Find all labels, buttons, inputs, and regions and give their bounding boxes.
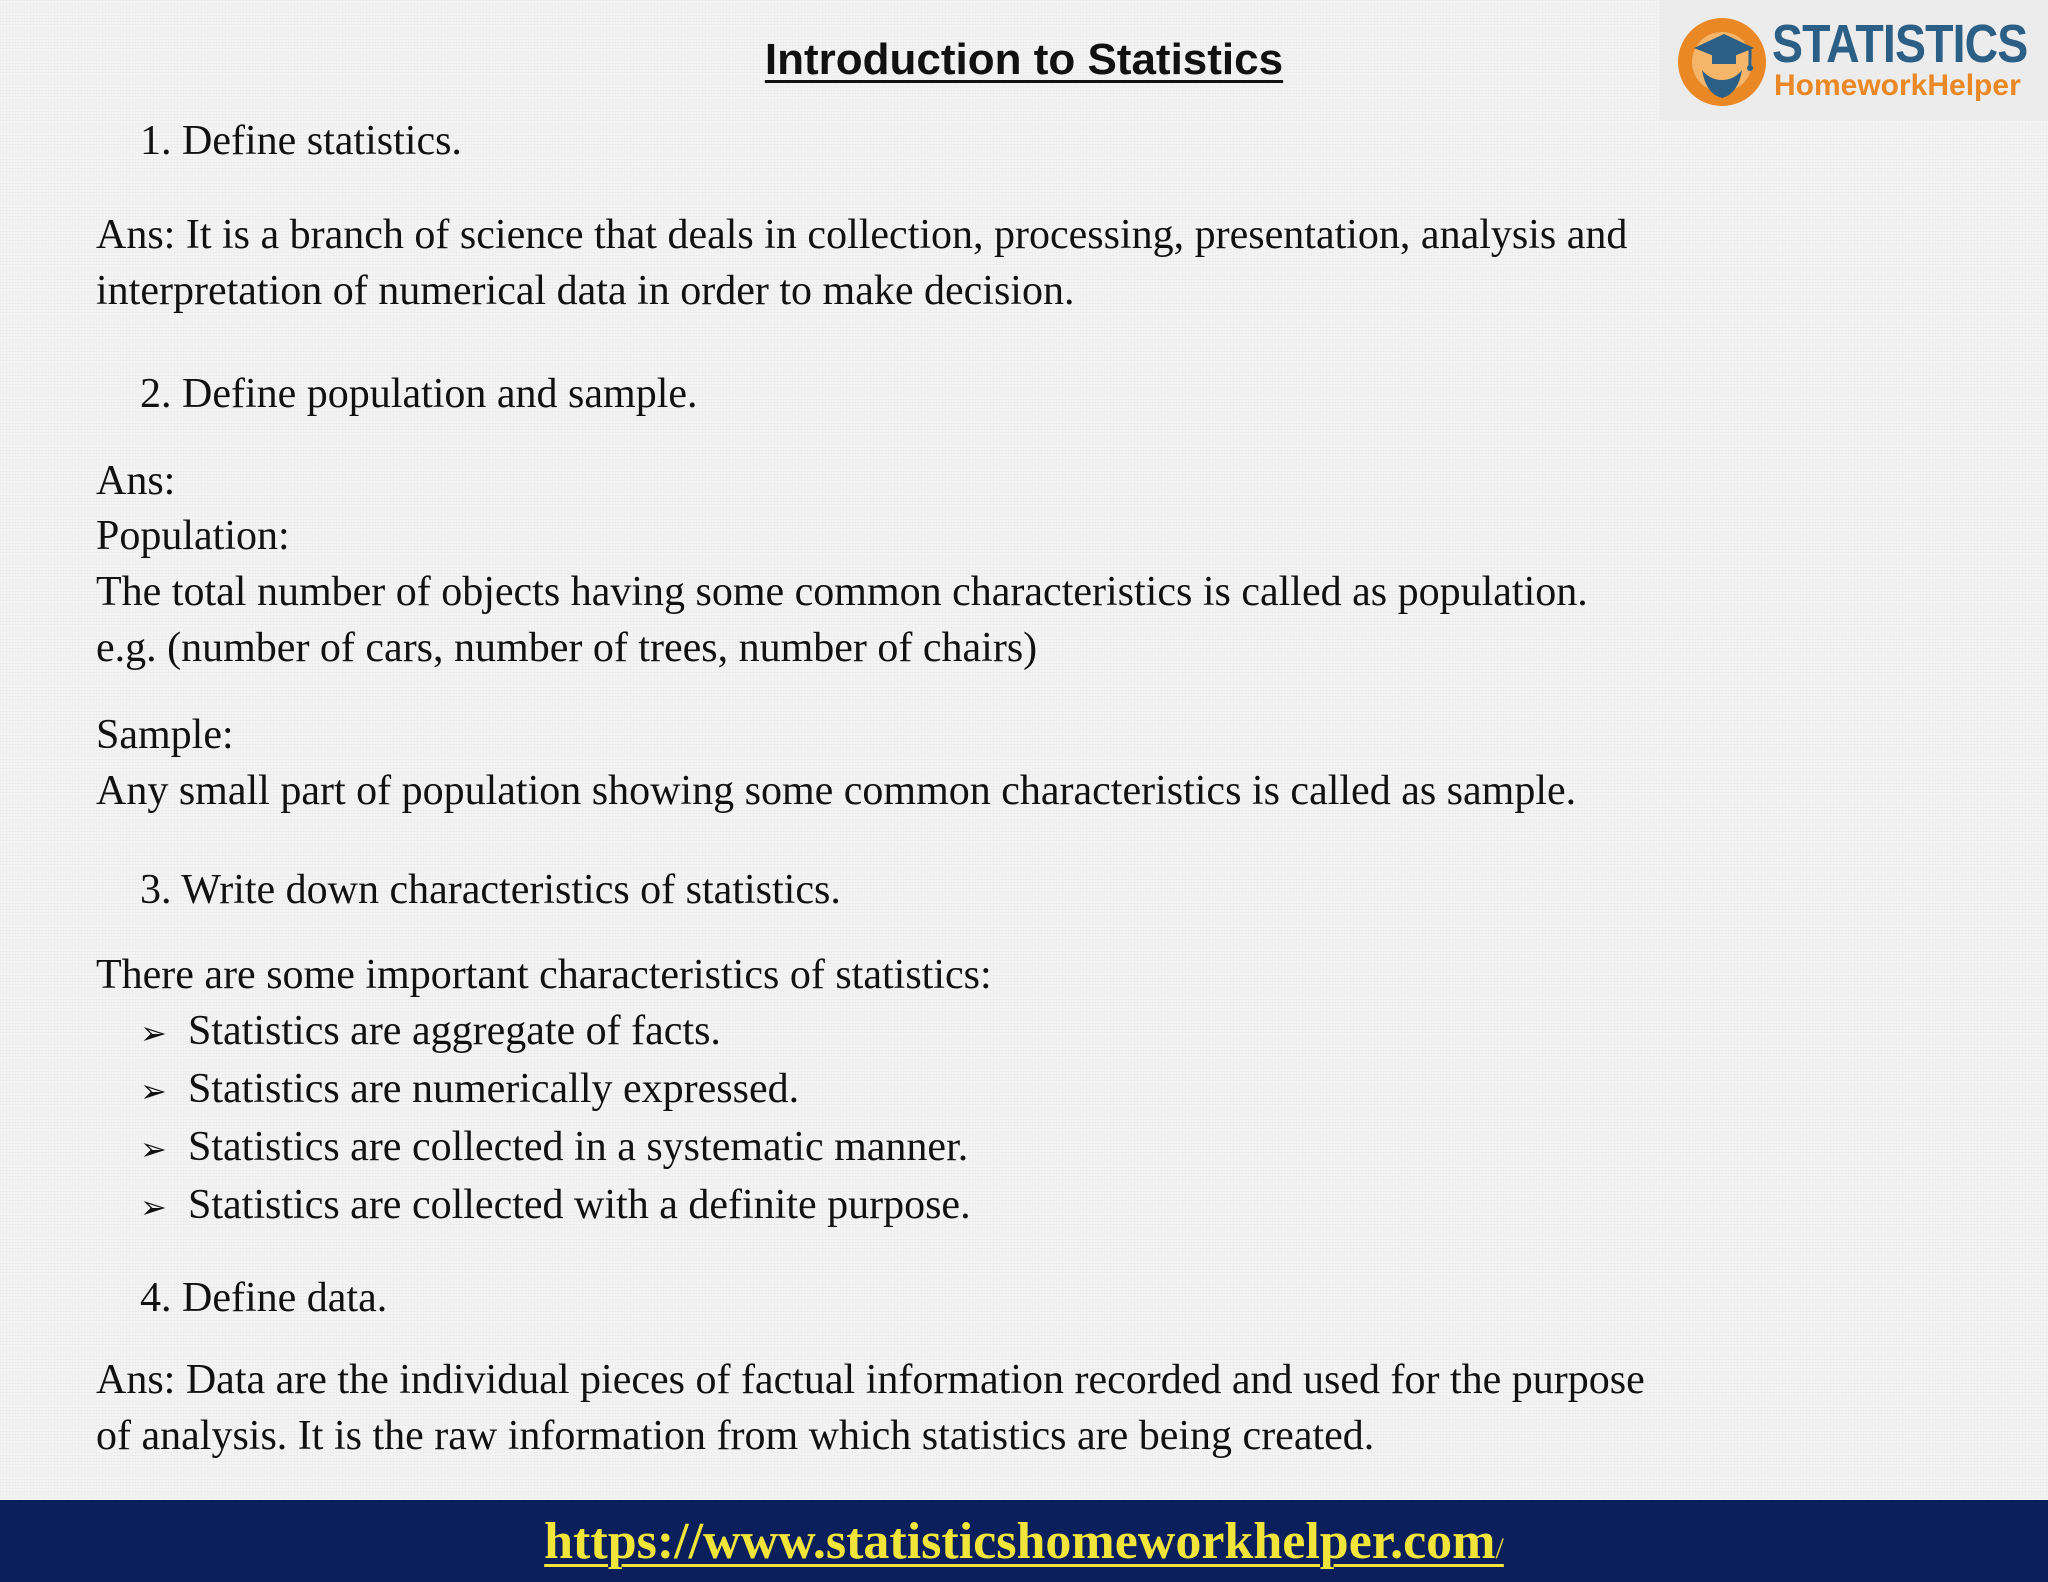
arrow-bullet-icon: ➢ — [140, 1130, 167, 1168]
page-title-text: Introduction to Statistics — [764, 35, 1284, 84]
answer-4-line-1: Ans: Data are the individual pieces of factual information recorded and used for the purpose — [96, 1357, 1645, 1403]
list-item-text: Statistics are collected with a definite purpose. — [188, 1182, 971, 1228]
question-2: 2. Define population and sample. — [140, 371, 698, 417]
website-url[interactable]: https://www.statisticshomeworkhelper.com — [544, 1513, 1496, 1570]
list-item — [140, 1061, 971, 1119]
population-label: Population: — [96, 513, 290, 559]
answer-2-label: Ans: — [96, 458, 176, 504]
list-item — [140, 1177, 971, 1235]
list-item — [140, 1119, 971, 1177]
arrow-bullet-icon: ➢ — [140, 1188, 167, 1226]
list-item — [140, 1003, 971, 1061]
sample-label: Sample: — [96, 712, 234, 758]
population-example: e.g. (number of cars, number of trees, number of chairs) — [96, 625, 1038, 671]
question-4: 4. Define data. — [140, 1275, 388, 1321]
website-link[interactable] — [0, 1510, 2048, 1581]
graduate-head-icon — [1672, 10, 1772, 110]
sample-definition: Any small part of population showing some common characteristics is called as sample. — [96, 768, 1577, 814]
logo-wordmark: STATISTICS — [1772, 14, 2028, 74]
arrow-bullet-icon: ➢ — [140, 1014, 167, 1052]
logo-subtitle: HomeworkHelper — [1774, 69, 2021, 102]
website-url-slash[interactable]: / — [1495, 1532, 1504, 1565]
brand-logo — [1660, 0, 2048, 120]
characteristics-intro: There are some important characteristics of statistics: — [96, 952, 992, 998]
list-item-text: Statistics are aggregate of facts. — [188, 1008, 721, 1054]
question-3: 3. Write down characteristics of statistics. — [140, 867, 841, 913]
list-item-text: Statistics are collected in a systematic manner. — [188, 1124, 969, 1170]
list-item-text: Statistics are numerically expressed. — [188, 1066, 800, 1112]
question-1: 1. Define statistics. — [140, 118, 462, 164]
answer-4-line-2: of analysis. It is the raw information from which statistics are being created. — [96, 1413, 1375, 1459]
population-definition: The total number of objects having some common characteristics is called as population. — [96, 569, 1588, 615]
footer-bar — [0, 1500, 2048, 1582]
answer-1-line-1: Ans: It is a branch of science that deals in collection, processing, presentation, analysis and — [96, 212, 1628, 258]
answer-1-line-2: interpretation of numerical data in order to make decision. — [96, 268, 1075, 314]
arrow-bullet-icon: ➢ — [140, 1072, 167, 1110]
characteristics-list — [140, 1003, 971, 1235]
